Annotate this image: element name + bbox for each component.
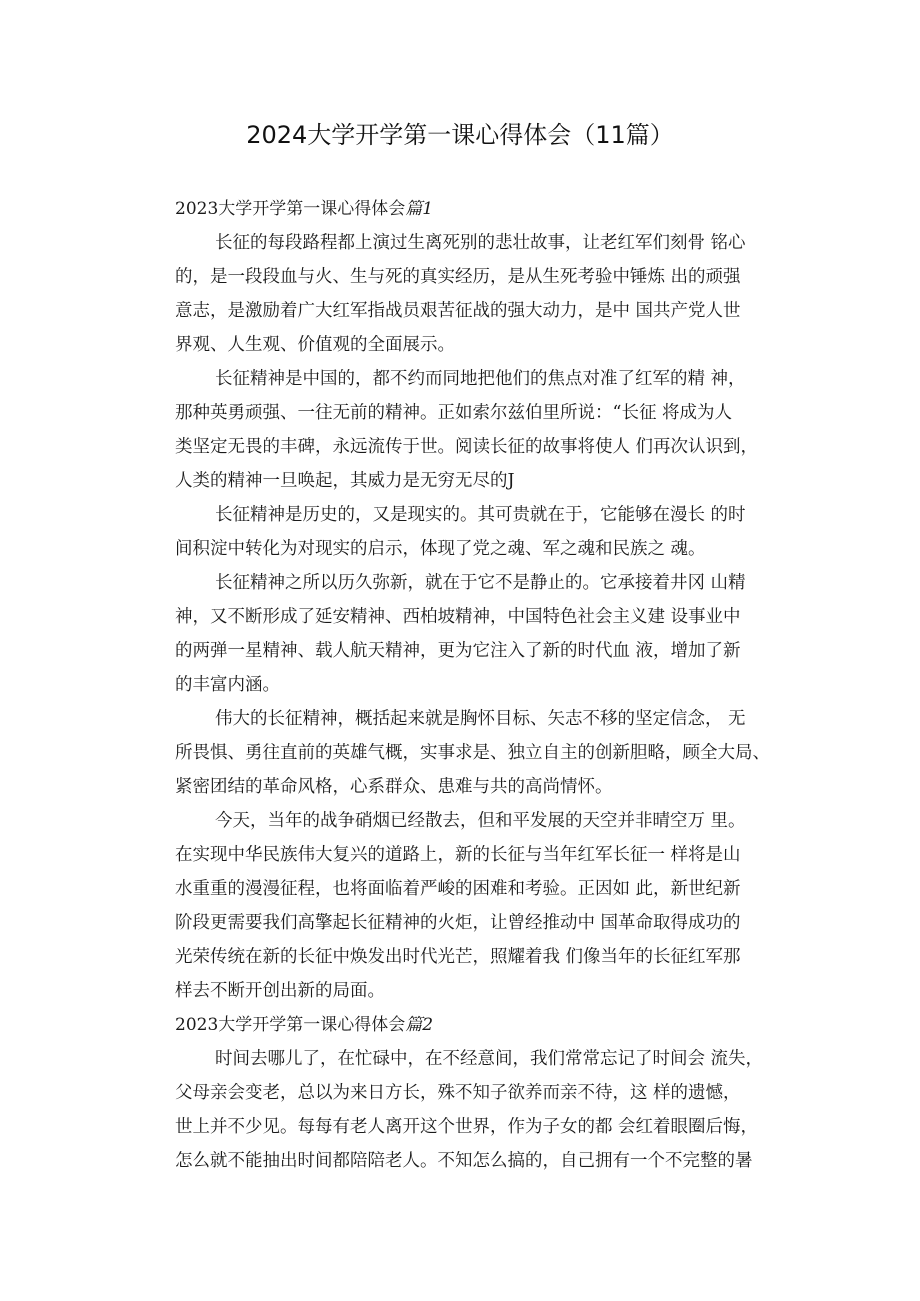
paragraph-line: 光荣传统在新的长征中焕发出时代光芒，照耀着我 们像当年的长征红军那 xyxy=(175,947,741,967)
paragraph-line: 界观、人生观、价值观的全面展示。 xyxy=(175,335,455,355)
document-body xyxy=(135,192,795,1178)
paragraph-line: 长征的每段路程都上演过生离死别的悲壮故事，让老红军们刻骨 铭心 xyxy=(215,233,746,253)
paragraph xyxy=(135,804,795,1008)
paragraph-line: 世上并不少见。每每有老人离开这个世界，作为子女的都 会红着眼圈后悔， xyxy=(175,1117,759,1137)
paragraph-line: 神，又不断形成了延安精神、西柏坡精神，中国特色社会主义建 设事业中 xyxy=(175,607,741,627)
paragraph-line: 在实现中华民族伟大复兴的道路上，新的长征与当年红军长征一 样将是山 xyxy=(175,845,741,865)
section xyxy=(135,1008,795,1178)
paragraph-line: 那种英勇顽强、一往无前的精神。正如索尔兹伯里所说：“长征 将成为人 xyxy=(175,403,733,423)
paragraph-line: 时间去哪儿了，在忙碌中，在不经意间，我们常常忘记了时间会 流失， xyxy=(215,1049,764,1069)
paragraph-line: 水重重的漫漫征程，也将面临着严峻的困难和考验。正因如 此，新世纪新 xyxy=(175,879,741,899)
paragraph xyxy=(135,498,795,566)
paragraph-line: 所畏惧、勇往直前的英雄气概，实事求是、独立自主的创新胆略，顾全大局、 xyxy=(175,743,770,763)
paragraph-line: 间积淀中转化为对现实的启示，体现了党之魂、军之魂和民族之 魂。 xyxy=(175,539,706,559)
paragraph-line: 意志，是激励着广大红军指战员艰苦征战的强大动力，是中 国共产党人世 xyxy=(175,301,741,321)
paragraph-line: 样去不断开创出新的局面。 xyxy=(175,981,385,1001)
paragraph-line: 父母亲会变老，总以为来日方长，殊不知子欲养而亲不待，这 样的遗憾， xyxy=(175,1083,741,1103)
paragraph-line: 伟大的长征精神，概括起来就是胸怀目标、矢志不移的坚定信念， 无 xyxy=(215,709,746,729)
paragraph-line: 长征精神是历史的，又是现实的。其可贵就在于，它能够在漫长 的时 xyxy=(215,505,746,525)
paragraph xyxy=(135,702,795,804)
paragraph-line: 长征精神是中国的，都不约而同地把他们的焦点对准了红军的精 神， xyxy=(215,369,746,389)
paragraph-line: 阶段更需要我们高擎起长征精神的火炬，让曾经推动中 国革命取得成功的 xyxy=(175,913,741,933)
section-heading-ordinal: 篇2 xyxy=(405,1015,434,1035)
paragraph xyxy=(135,566,795,702)
section-heading xyxy=(135,192,795,226)
paragraph-line: 长征精神之所以历久弥新，就在于它不是静止的。它承接着井冈 山精 xyxy=(215,573,746,593)
paragraph-line: 人类的精神一旦唤起，其威力是无穷无尽的J xyxy=(175,471,515,491)
paragraph-line: 的两弹一星精神、载人航天精神，更为它注入了新的时代血 液，增加了新 xyxy=(175,641,741,661)
paragraph-line: 类坚定无畏的丰碑，永远流传于世。阅读长征的故事将使人 们再次认识到， xyxy=(175,437,759,457)
section xyxy=(135,192,795,1008)
paragraph-line: 怎么就不能抽出时间都陪陪老人。不知怎么搞的，自己拥有一个不完整的暑 xyxy=(175,1151,753,1171)
paragraph-line: 的，是一段段血与火、生与死的真实经历，是从生死考验中锤炼 出的顽强 xyxy=(175,267,741,287)
paragraph xyxy=(135,1042,795,1178)
paragraph-line: 的丰富内涵。 xyxy=(175,675,280,695)
paragraph xyxy=(135,362,795,498)
paragraph-line: 今天，当年的战争硝烟已经散去，但和平发展的天空并非晴空万 里。 xyxy=(215,811,746,831)
paragraph-line: 紧密团结的革命风格，心系群众、患难与共的高尚情怀。 xyxy=(175,777,613,797)
section-heading-text: 2023大学开学第一课心得体会 xyxy=(175,199,406,219)
document-title: 2024大学开学第一课心得体会（11篇） xyxy=(246,121,674,149)
section-heading-text: 2023大学开学第一课心得体会 xyxy=(175,1015,406,1035)
section-heading xyxy=(135,1008,795,1042)
section-heading-ordinal: 篇1 xyxy=(405,199,434,219)
paragraph xyxy=(135,226,795,362)
